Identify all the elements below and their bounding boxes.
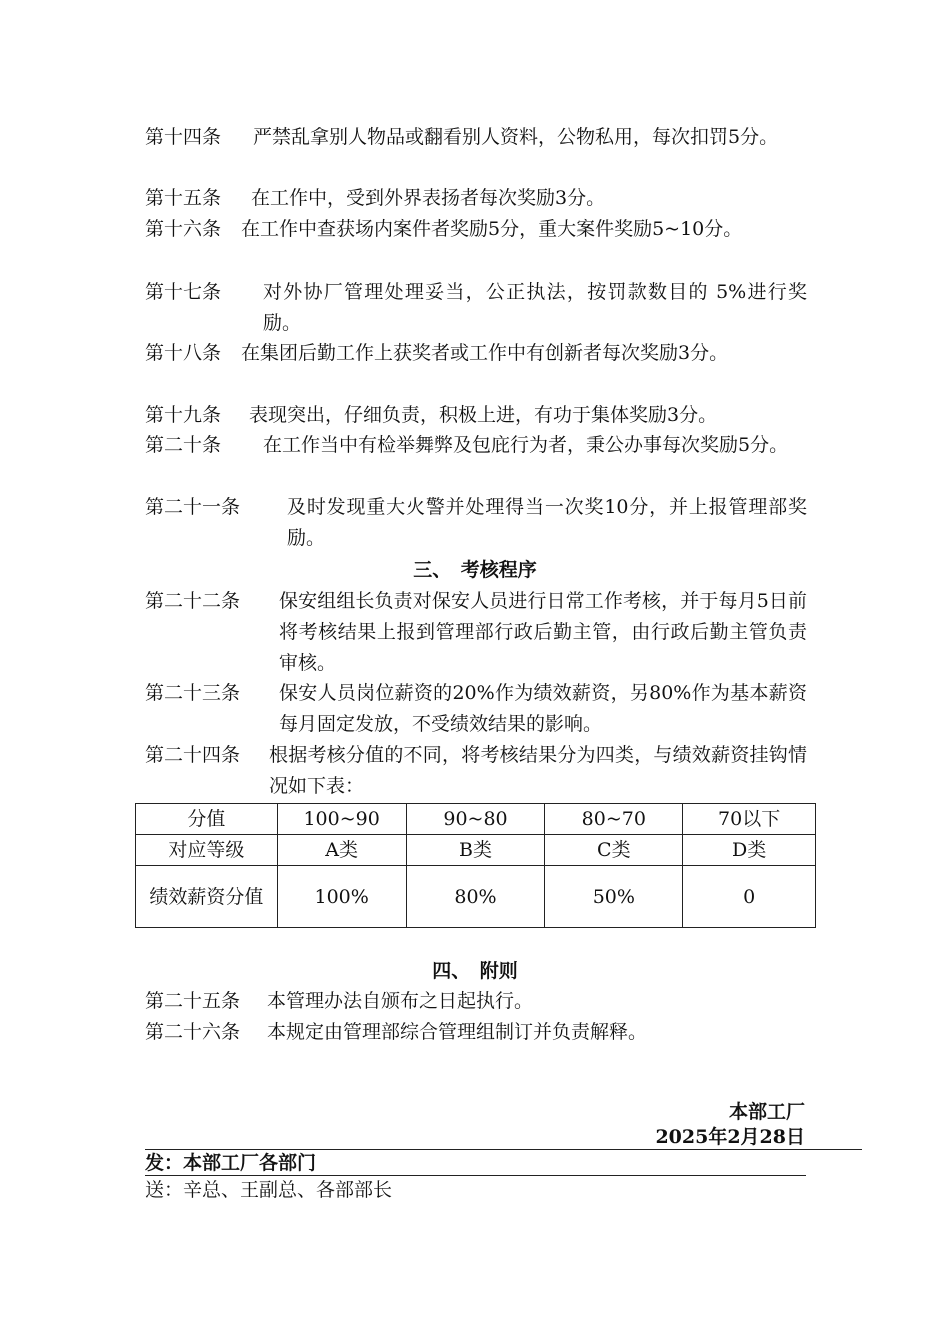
signature-date: 2025年2月28日 [655,1126,805,1148]
article-number: 第二十三条 [145,682,241,704]
article-15 [145,183,807,214]
table-cell: 90~80 [406,804,545,835]
article-17 [145,277,807,339]
article-18 [145,338,807,369]
article-16 [145,214,807,245]
article-text: 表现突出，仔细负责，积极上进，有功于集体奖励3分。 [249,404,718,426]
article-text: 保安组组长负责对保安人员进行日常工作考核，并于每月5日前将考核结果上报到管理部行政后勤主管，由行政后勤主管负责审核。 [279,590,807,674]
distribution-to: 发：本部工厂各部门 [145,1152,317,1174]
article-number: 第二十条 [145,434,222,456]
article-text: 根据考核分值的不同，将考核结果分为四类，与绩效薪资挂钩情况如下表： [269,744,807,797]
table-cell: A类 [277,835,406,866]
table-cell: 70以下 [683,804,816,835]
table-cell: 分值 [136,804,278,835]
table-row [136,835,816,866]
table-cell: 0 [683,866,816,928]
article-22 [145,586,807,679]
section-heading-4: 四、 附则 [432,960,518,982]
table-cell: 100% [277,866,406,928]
article-number: 第二十一条 [145,496,241,518]
article-number: 第十九条 [145,404,222,426]
table-cell: 100~90 [277,804,406,835]
article-26 [145,1017,807,1048]
article-number: 第二十六条 [145,1021,241,1043]
section-heading-3: 三、 考核程序 [413,559,537,581]
article-24 [145,740,807,802]
article-20 [145,430,807,461]
article-14 [145,122,807,153]
article-number: 第十八条 [145,342,222,364]
article-21 [145,492,807,554]
article-19 [145,400,807,431]
table-cell: 80% [406,866,545,928]
article-text: 在工作中查获场内案件者奖励5分，重大案件奖励5~10分。 [241,218,743,240]
table-cell: D类 [683,835,816,866]
article-number: 第十五条 [145,187,222,209]
divider [145,1175,806,1176]
distribution-cc: 送：辛总、王副总、各部部长 [145,1179,393,1201]
article-text: 及时发现重大火警并处理得当一次奖10分，并上报管理部奖励。 [287,496,807,549]
table-cell: C类 [545,835,683,866]
article-text: 本管理办法自颁布之日起执行。 [267,990,534,1012]
article-text: 对外协厂管理处理妥当，公正执法，按罚款数目的 5%进行奖励。 [263,281,807,334]
article-number: 第十七条 [145,281,222,303]
article-number: 第二十二条 [145,590,241,612]
table-cell: 50% [545,866,683,928]
article-number: 第二十四条 [145,744,241,766]
table-cell: B类 [406,835,545,866]
article-number: 第十六条 [145,218,222,240]
article-text: 在工作中，受到外界表扬者每次奖励3分。 [251,187,606,209]
article-number: 第十四条 [145,126,222,148]
table-row [136,866,816,928]
article-number: 第二十五条 [145,990,241,1012]
table-cell: 80~70 [545,804,683,835]
article-text: 在工作当中有检举舞弊及包庇行为者，秉公办事每次奖励5分。 [263,434,789,456]
article-text: 本规定由管理部综合管理组制订并负责解释。 [267,1021,648,1043]
article-23 [145,678,807,740]
table-cell: 对应等级 [136,835,278,866]
article-text: 保安人员岗位薪资的20%作为绩效薪资，另80%作为基本薪资每月固定发放，不受绩效结果的影响。 [279,682,807,735]
table-cell: 绩效薪资分值 [136,866,278,928]
article-text: 在集团后勤工作上获奖者或工作中有创新者每次奖励3分。 [241,342,729,364]
table-row [136,804,816,835]
grade-table [135,803,816,928]
article-25 [145,986,807,1017]
article-text: 严禁乱拿别人物品或翻看别人资料，公物私用，每次扣罚5分。 [253,126,779,148]
signature-org: 本部工厂 [728,1101,805,1123]
